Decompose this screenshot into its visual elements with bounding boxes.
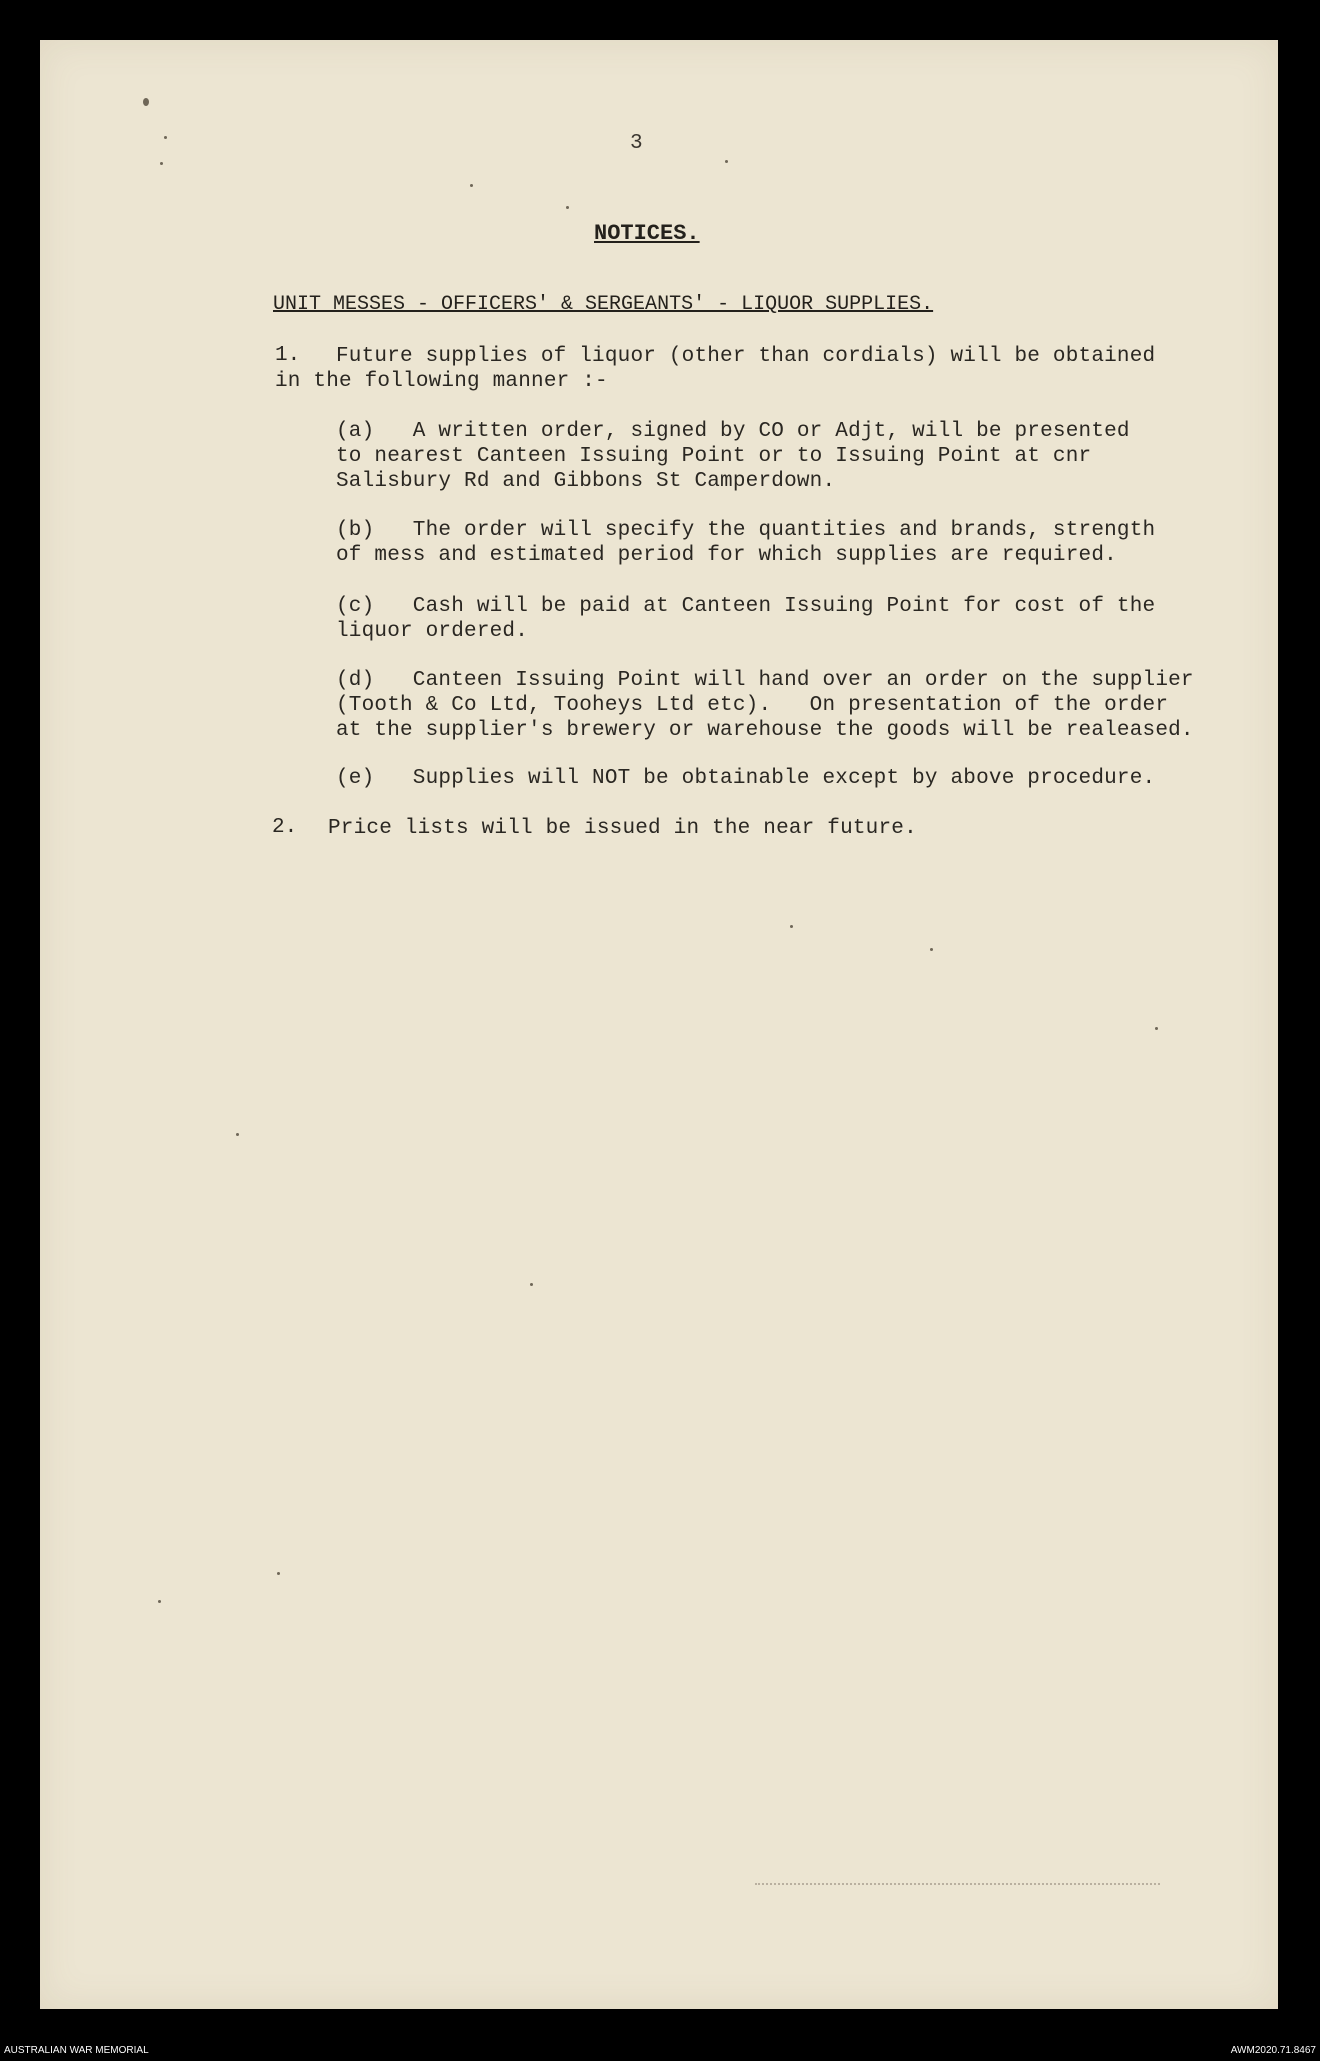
item-e: (e) Supplies will NOT be obtainable except by above procedure. bbox=[336, 767, 1156, 790]
dotted-line-mark bbox=[755, 1883, 1160, 1885]
footer-source-label: AUSTRALIAN WAR MEMORIAL bbox=[4, 2045, 149, 2056]
ink-speck bbox=[566, 206, 569, 209]
ink-speck bbox=[470, 184, 473, 187]
paragraph-2-text: Price lists will be issued in the near future. bbox=[328, 817, 917, 840]
ink-speck bbox=[277, 1572, 280, 1575]
ink-speck bbox=[1155, 1027, 1158, 1030]
paragraph-1-line-2: in the following manner :- bbox=[275, 370, 608, 393]
document-page bbox=[40, 40, 1278, 2009]
paragraph-2-number: 2. bbox=[272, 816, 298, 839]
item-b-line-1: (b) The order will specify the quantities and brands, strength bbox=[336, 519, 1156, 542]
ink-speck bbox=[143, 98, 149, 106]
ink-speck bbox=[158, 1600, 161, 1603]
footer-accession-number: AWM2020.71.8467 bbox=[1230, 2045, 1316, 2056]
item-c-line-2: liquor ordered. bbox=[336, 620, 529, 643]
ink-speck bbox=[530, 1283, 533, 1286]
ink-speck bbox=[725, 160, 728, 163]
ink-speck bbox=[930, 948, 933, 951]
ink-speck bbox=[160, 162, 163, 165]
item-a-line-2: to nearest Canteen Issuing Point or to Issuing Point at cnr bbox=[336, 445, 1092, 468]
notices-heading: NOTICES. bbox=[594, 221, 700, 246]
section-heading: UNIT MESSES - OFFICERS' & SERGEANTS' - LIQUOR SUPPLIES. bbox=[273, 293, 934, 316]
item-d-line-2: (Tooth & Co Ltd, Tooheys Ltd etc). On presentation of the order bbox=[336, 694, 1169, 717]
item-a-line-1: (a) A written order, signed by CO or Adjt, will be presented bbox=[336, 420, 1130, 443]
page-number: 3 bbox=[630, 132, 643, 155]
item-c-line-1: (c) Cash will be paid at Canteen Issuing Point for cost of the bbox=[336, 595, 1156, 618]
item-d-line-3: at the supplier's brewery or warehouse the goods will be realeased. bbox=[336, 719, 1194, 742]
item-d-line-1: (d) Canteen Issuing Point will hand over an order on the supplier bbox=[336, 669, 1194, 692]
ink-speck bbox=[236, 1133, 239, 1136]
paragraph-1-line-1: Future supplies of liquor (other than cordials) will be obtained bbox=[336, 345, 1156, 368]
ink-speck bbox=[790, 925, 793, 928]
item-a-line-3: Salisbury Rd and Gibbons St Camperdown. bbox=[336, 470, 836, 493]
ink-speck bbox=[164, 136, 167, 139]
item-b-line-2: of mess and estimated period for which supplies are required. bbox=[336, 544, 1117, 567]
paragraph-1-number: 1. bbox=[275, 344, 301, 367]
